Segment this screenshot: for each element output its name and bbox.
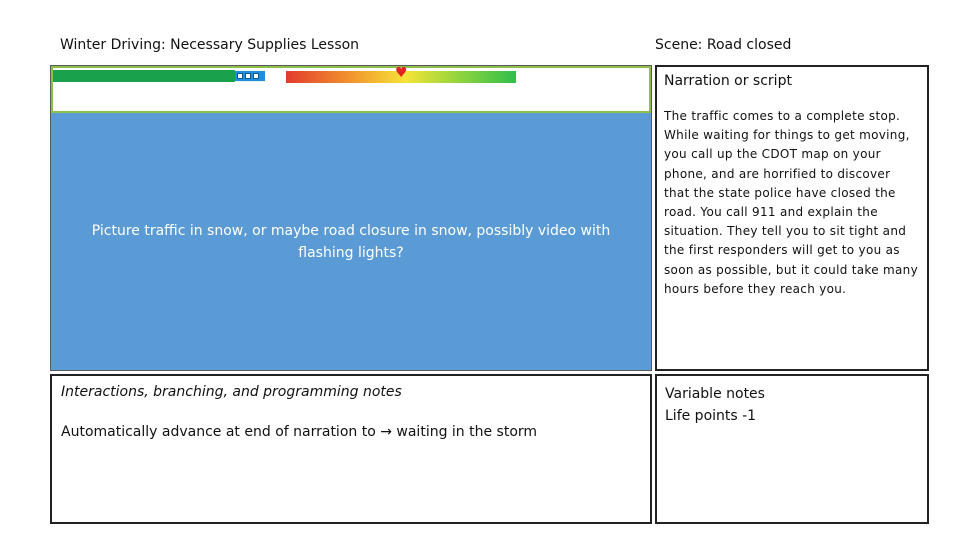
variable-notes-panel [655, 374, 929, 524]
stage-preview [50, 65, 652, 371]
narration-panel [655, 65, 929, 371]
nav-icons[interactable] [235, 71, 265, 81]
picture-description: Picture traffic in snow, or maybe road closure in snow, possibly video with flashing lights? [91, 222, 611, 261]
scene-title: Scene: Road closed [655, 37, 792, 53]
variables-item: Life points -1 [665, 408, 757, 424]
back-icon[interactable] [237, 73, 243, 79]
progress-bar-fill [53, 70, 235, 82]
health-meter [286, 65, 516, 83]
pause-icon[interactable] [245, 73, 251, 79]
narration-heading: Narration or script [664, 73, 792, 89]
progress-bar [53, 70, 265, 82]
notes-line-target: waiting in the storm [396, 424, 538, 440]
game-hud [51, 66, 651, 113]
variables-heading: Variable notes [665, 386, 765, 402]
programming-notes-panel [50, 374, 652, 524]
notes-heading: Interactions, branching, and programming notes [61, 384, 402, 400]
lesson-title: Winter Driving: Necessary Supplies Lesson [60, 37, 360, 53]
notes-body [61, 424, 641, 440]
arrow-right-icon: → [380, 424, 392, 440]
forward-icon[interactable] [253, 73, 259, 79]
narration-body: The traffic comes to a complete stop. While waiting for things to get moving, you call up the CDOT map on your phone, and are horrified to discover that the state police have closed the road. You call 911 and explain the situation. They tell you to sit tight and the first responders will get to you as soon as possible, but it could take many hours before they reach you. [664, 109, 918, 296]
notes-line-prefix: Automatically advance at end of narration to [61, 424, 376, 440]
heart-icon: ♥ [395, 65, 408, 81]
scene-picture-placeholder [51, 113, 651, 370]
